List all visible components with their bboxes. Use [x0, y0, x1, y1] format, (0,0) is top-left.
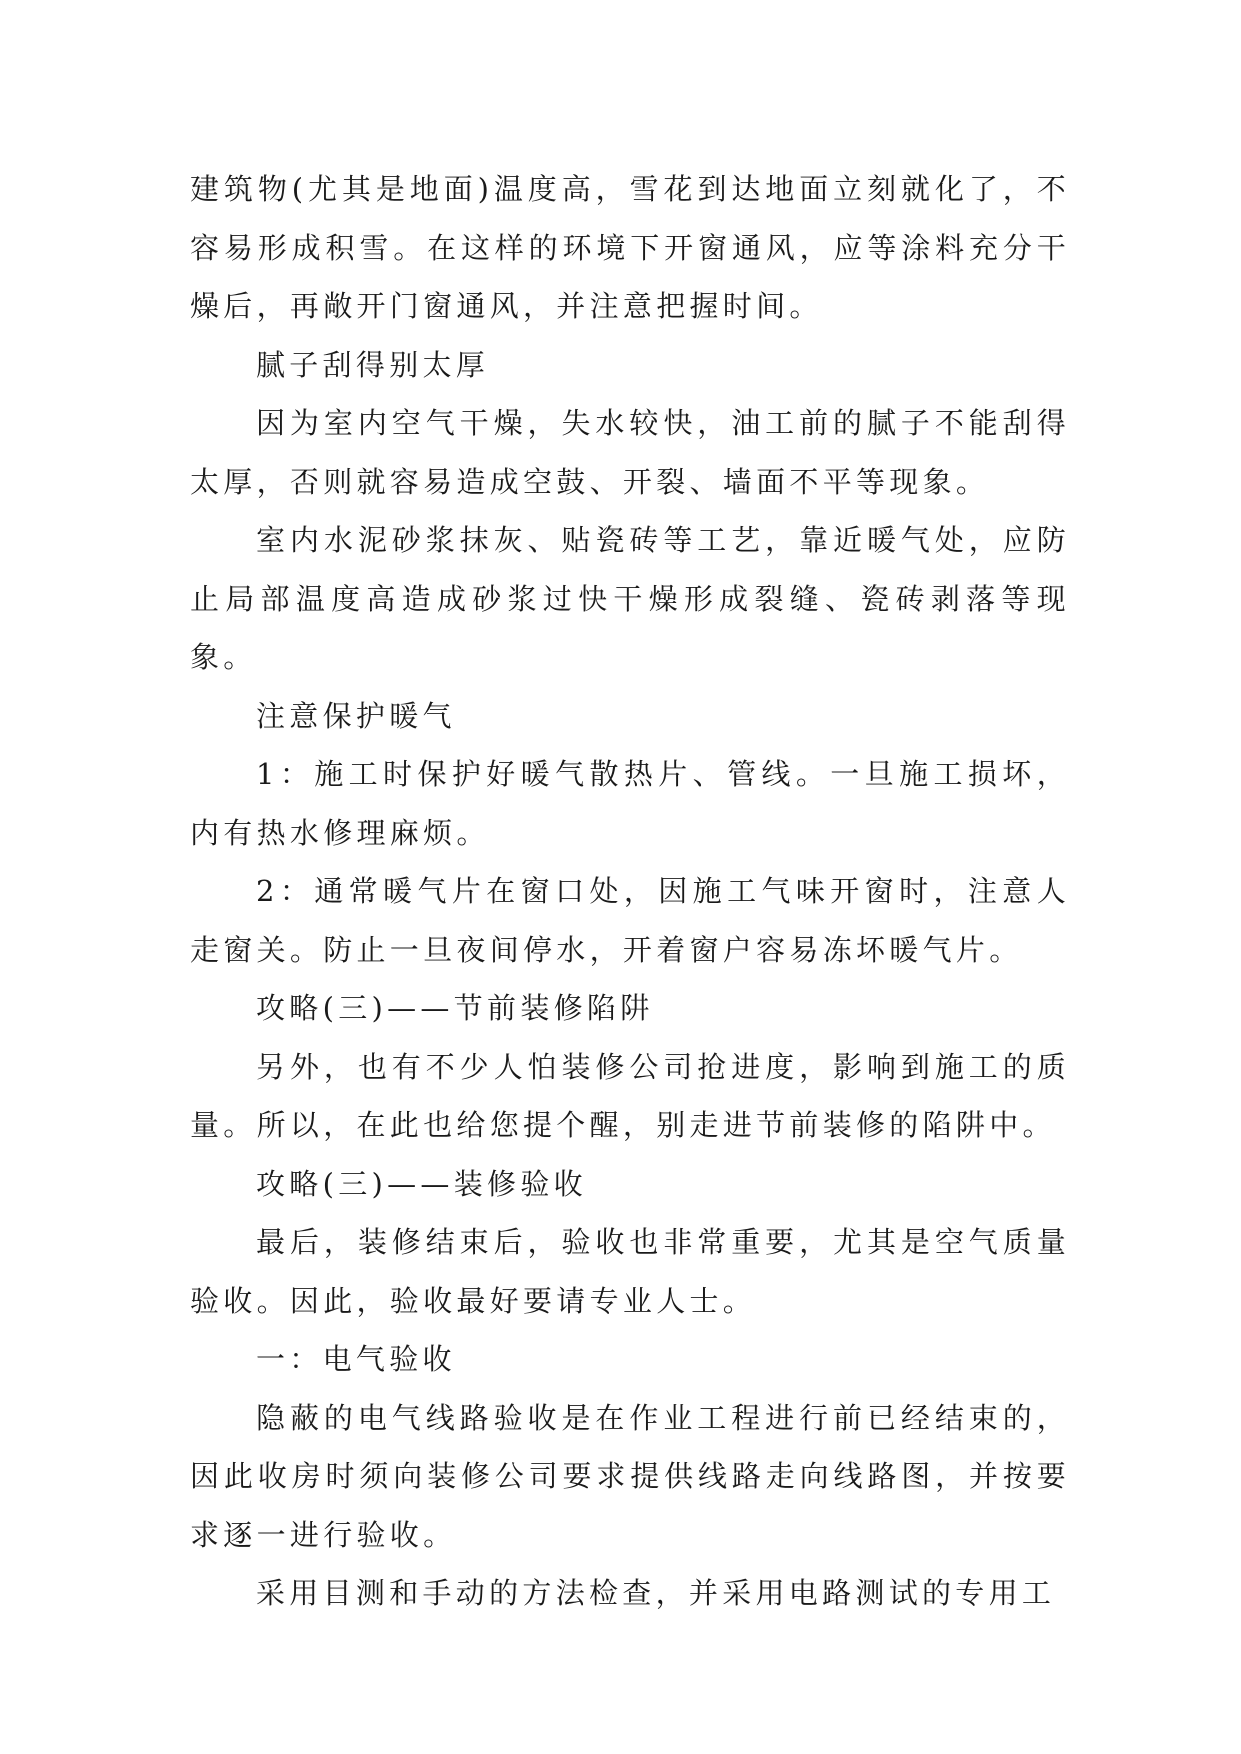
heading-heating: 注意保护暖气 — [256, 698, 456, 733]
paragraph-1: 建筑物(尤其是地面)温度高，雪花到达地面立刻就化了，不容易形成积雪。在这样的环境下开窗通风，应等涂料充分干燥后，再敞开门窗通风，并注意把握时间。 — [190, 172, 1070, 323]
list-item-2: 2：通常暖气片在窗口处，因施工气味开窗时，注意人走窗关。防止一旦夜间停水，开着窗户容易冻坏暖气片。 — [190, 874, 1070, 967]
heading-strategy-trap: 攻略(三)——节前装修陷阱 — [256, 991, 654, 1025]
paragraph-2: 因为室内空气干燥，失水较快，油工前的腻子不能刮得太厚，否则就容易造成空鼓、开裂、墙面不平等现象。 — [190, 406, 1070, 499]
heading-strategy-acceptance: 攻略(三)——装修验收 — [256, 1166, 587, 1201]
paragraph-5: 最后，装修结束后，验收也非常重要，尤其是空气质量验收。因此，验收最好要请专业人士。 — [190, 1225, 1070, 1318]
heading-putty: 腻子刮得别太厚 — [256, 347, 490, 382]
paragraph-7: 采用目测和手动的方法检查，并采用电路测试的专用工 — [256, 1576, 1056, 1610]
list-item-1: 1：施工时保护好暖气散热片、管线。一旦施工损坏，内有热水修理麻烦。 — [190, 757, 1070, 850]
paragraph-4: 另外，也有不少人怕装修公司抢进度，影响到施工的质量。所以，在此也给您提个醒，别走进节前装修的陷阱中。 — [190, 1049, 1070, 1142]
document-page — [190, 160, 1070, 1623]
heading-electrical: 一：电气验收 — [256, 1342, 456, 1376]
paragraph-6: 隐蔽的电气线路验收是在作业工程进行前已经结束的，因此收房时须向装修公司要求提供线路走向线路图，并按要求逐一进行验收。 — [190, 1400, 1070, 1552]
paragraph-3: 室内水泥砂浆抹灰、贴瓷砖等工艺，靠近暖气处，应防止局部温度高造成砂浆过快干燥形成裂缝、瓷砖剥落等现象。 — [190, 523, 1070, 674]
